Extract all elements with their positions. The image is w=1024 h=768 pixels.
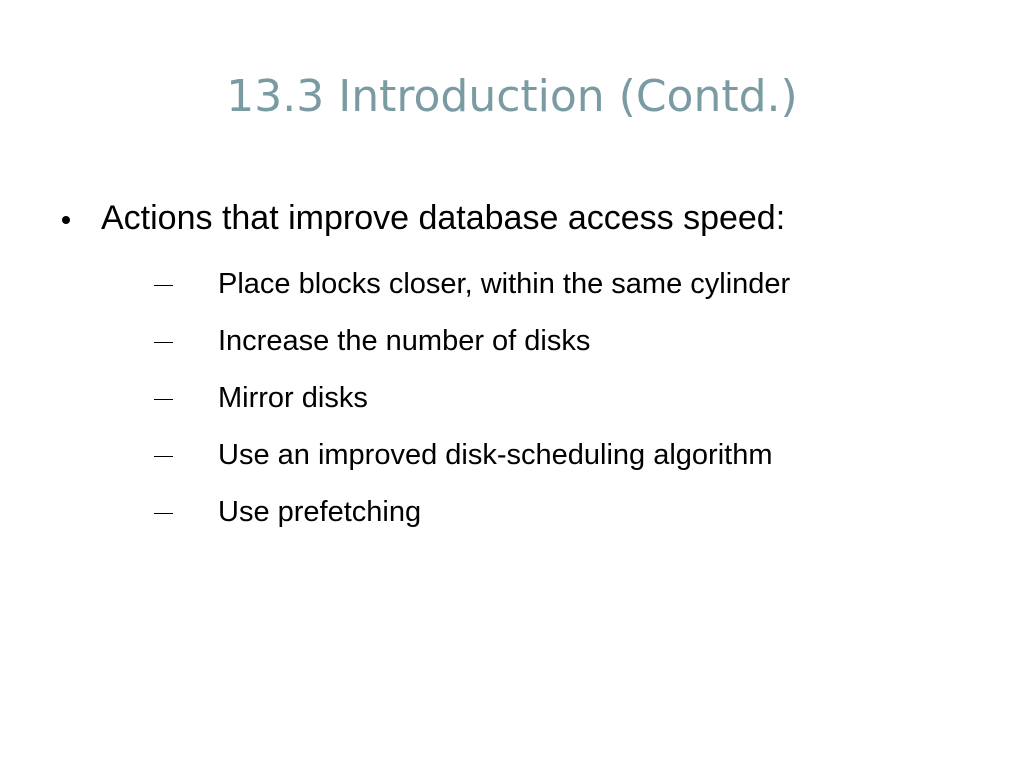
dash-icon (154, 444, 176, 464)
dash-line (154, 513, 173, 514)
sub-bullet-text: Use an improved disk-scheduling algorithm (218, 439, 773, 471)
bullet-dot-icon (62, 216, 72, 226)
sub-bullet-text: Mirror disks (218, 382, 368, 414)
sub-bullet-list (0, 263, 1024, 548)
sub-bullet-item (0, 263, 1024, 320)
sub-bullet-item (0, 320, 1024, 377)
sub-bullet-text: Use prefetching (218, 496, 422, 528)
dash-line (154, 456, 173, 457)
dash-icon (154, 501, 176, 521)
sub-bullet-item (0, 434, 1024, 491)
sub-bullet-text: Place blocks closer, within the same cylinder (218, 268, 791, 300)
dash-line (154, 342, 173, 343)
bullet-text: Actions that improve database access speed: (101, 199, 786, 237)
dash-line (154, 399, 173, 400)
sub-bullet-item (0, 377, 1024, 434)
dash-icon (154, 330, 176, 350)
dash-line (154, 285, 173, 286)
sub-bullet-item (0, 491, 1024, 548)
dash-icon (154, 387, 176, 407)
bullet-dot-shape (62, 216, 70, 224)
slide-title: 13.3 Introduction (Contd.) (226, 71, 798, 122)
sub-bullet-text: Increase the number of disks (218, 325, 591, 357)
dash-icon (154, 273, 176, 293)
